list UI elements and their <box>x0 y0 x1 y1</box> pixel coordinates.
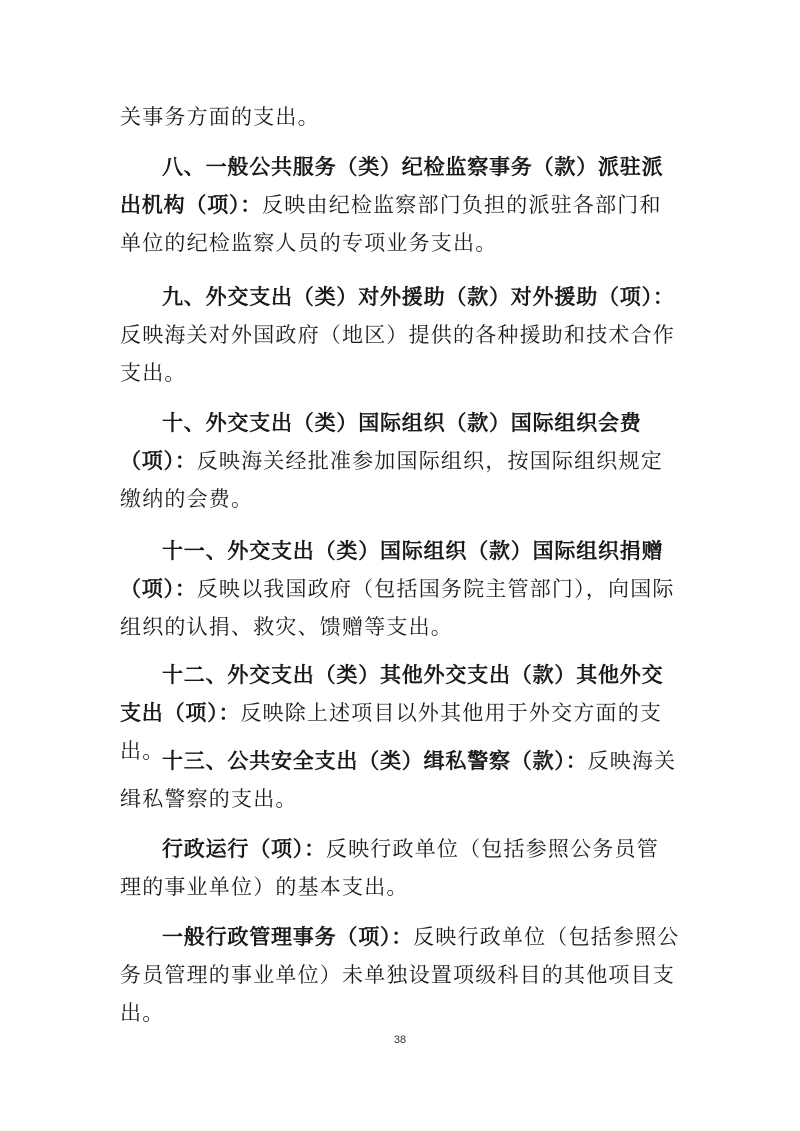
paragraph-continuation <box>120 98 680 136</box>
paragraph-body: 反映海关对外国政府（地区）提供的各种援助和技术合作支出。 <box>120 323 675 385</box>
paragraph-item-11 <box>120 532 680 646</box>
paragraph-heading: 十三、公共安全支出（类）缉私警察（款）： <box>162 749 588 773</box>
paragraph-heading: 十一、外交支出（类）国际组织（款）国际组织捐赠（项）： <box>120 539 664 601</box>
paragraph-item-8 <box>120 148 680 262</box>
paragraph-body: 反映以我国政府（包括国务院主管部门），向国际组织的认捐、救灾、馈赠等支出。 <box>120 577 675 639</box>
paragraph-heading: 九、外交支出（类）对外援助（款）对外援助（项）： <box>162 285 675 309</box>
paragraph-item-13 <box>120 742 680 818</box>
paragraph-heading: 一般行政管理事务（项）： <box>162 925 414 949</box>
paragraph-heading: 行政运行（项）： <box>162 837 326 861</box>
paragraph-body: 反映由纪检监察部门负担的派驻各部门和单位的纪检监察人员的专项业务支出。 <box>120 193 662 255</box>
paragraph-general-admin-affairs <box>120 918 680 1032</box>
paragraph-body: 反映行政单位（包括参照公务员管理的事业单位）的基本支出。 <box>120 837 659 899</box>
paragraph-body: 反映行政单位（包括参照公务员管理的事业单位）未单独设置项级科目的其他项目支出。 <box>120 925 680 1025</box>
paragraph-heading: 十二、外交支出（类）其他外交支出（款）其他外交支出（项）： <box>120 663 664 725</box>
paragraph-body: 反映海关缉私警察的支出。 <box>120 749 677 811</box>
page-number: 38 <box>393 1034 407 1046</box>
paragraph-admin-operation <box>120 830 680 906</box>
paragraph-body: 关事务方面的支出。 <box>120 105 320 129</box>
paragraph-item-10 <box>120 404 680 518</box>
paragraph-heading: 十、外交支出（类）国际组织（款）国际组织会费（项）： <box>120 411 642 473</box>
paragraph-body: 反映除上述项目以外其他用于外交方面的支出。 <box>120 701 663 763</box>
paragraph-heading: 八、一般公共服务（类）纪检监察事务（款）派驻派出机构（项）： <box>120 155 664 217</box>
paragraph-body: 反映海关经批准参加国际组织，按国际组织规定缴纳的会费。 <box>120 449 663 511</box>
paragraph-item-9 <box>120 278 680 392</box>
